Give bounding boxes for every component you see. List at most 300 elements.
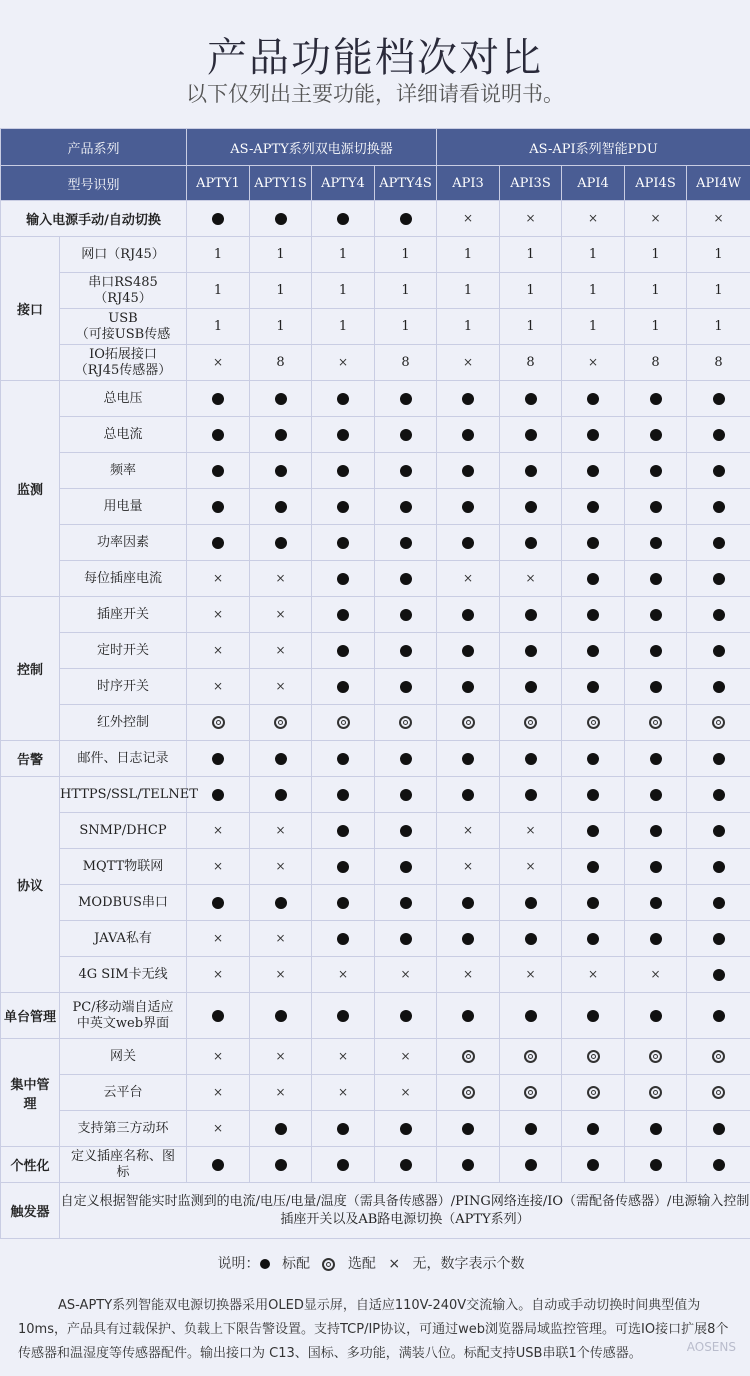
value-cell <box>687 921 750 957</box>
table-row <box>1 381 750 417</box>
header-row-models <box>1 166 750 201</box>
optional-ring-icon <box>212 716 225 729</box>
none-cross-icon: × <box>212 643 224 657</box>
feature-cell: MQTT物联网 <box>60 849 187 885</box>
standard-dot-icon <box>713 1010 725 1022</box>
standard-dot-icon <box>400 753 412 765</box>
table-row <box>1 777 750 813</box>
value-cell <box>375 525 437 561</box>
value-cell <box>437 381 500 417</box>
value-cell <box>437 633 500 669</box>
none-cross-icon: × <box>587 967 599 981</box>
standard-dot-icon <box>650 501 662 513</box>
standard-dot-icon <box>650 861 662 873</box>
none-cross-icon: × <box>212 967 224 981</box>
standard-dot-icon <box>650 465 662 477</box>
none-cross-icon: × <box>212 1085 224 1099</box>
table-row <box>1 669 750 705</box>
standard-dot-icon <box>713 861 725 873</box>
standard-dot-icon <box>650 897 662 909</box>
standard-dot-icon <box>587 897 599 909</box>
optional-ring-icon <box>462 1050 475 1063</box>
value-cell <box>500 201 562 237</box>
value-cell <box>562 633 625 669</box>
standard-dot-icon <box>337 681 349 693</box>
standard-dot-icon <box>337 753 349 765</box>
value-cell <box>562 1111 625 1147</box>
none-cross-icon: × <box>400 967 411 981</box>
value-cell <box>437 597 500 633</box>
standard-dot-icon <box>713 393 725 405</box>
value-cell <box>250 1111 312 1147</box>
value-cell <box>312 489 375 525</box>
standard-dot-icon <box>275 897 287 909</box>
value-cell <box>500 561 562 597</box>
value-cell <box>500 885 562 921</box>
standard-dot-icon <box>525 429 537 441</box>
none-cross-icon: × <box>212 679 224 693</box>
standard-dot-icon <box>337 213 349 225</box>
value-cell <box>562 921 625 957</box>
value-cell <box>437 669 500 705</box>
value-cell <box>687 777 750 813</box>
table-row <box>1 1111 750 1147</box>
value-cell <box>625 849 687 885</box>
value-cell <box>250 561 312 597</box>
value-cell <box>437 561 500 597</box>
table-row <box>1 849 750 885</box>
standard-dot-icon <box>650 645 662 657</box>
model-header-apty1s: APTY1S <box>250 166 312 201</box>
value-cell <box>187 201 250 237</box>
legend-none: 无，数字表示个数 <box>412 1256 525 1272</box>
optional-ring-icon <box>274 716 287 729</box>
value-cell: 8 <box>250 345 312 381</box>
value-cell <box>437 921 500 957</box>
value-cell <box>187 1039 250 1075</box>
value-cell <box>312 633 375 669</box>
value-cell <box>187 453 250 489</box>
standard-dot-icon <box>337 429 349 441</box>
standard-dot-icon <box>400 933 412 945</box>
table-row <box>1 273 750 309</box>
value-cell <box>187 705 250 741</box>
value-cell <box>687 705 750 741</box>
feature-cell: 频率 <box>60 453 187 489</box>
table-row <box>1 597 750 633</box>
value-cell <box>625 1147 687 1183</box>
feature-cell: 网口（RJ45） <box>60 237 187 273</box>
feature-cell: 每位插座电流 <box>60 561 187 597</box>
standard-dot-icon <box>713 753 725 765</box>
value-cell <box>437 957 500 993</box>
value-cell: 1 <box>312 273 375 309</box>
value-cell <box>500 381 562 417</box>
value-cell: 1 <box>687 237 750 273</box>
none-cross-icon: × <box>212 355 224 369</box>
standard-dot-icon <box>462 753 474 765</box>
none-cross-icon: × <box>462 355 474 369</box>
value-cell <box>375 813 437 849</box>
optional-ring-icon <box>649 1086 662 1099</box>
value-cell <box>375 453 437 489</box>
standard-dot-icon <box>260 1259 270 1269</box>
standard-dot-icon <box>713 609 725 621</box>
value-cell <box>500 525 562 561</box>
value-cell: 1 <box>375 309 437 345</box>
standard-dot-icon <box>337 825 349 837</box>
feature-cell: 云平台 <box>60 1075 187 1111</box>
standard-dot-icon <box>400 573 412 585</box>
value-cell <box>687 561 750 597</box>
standard-dot-icon <box>713 825 725 837</box>
value-cell <box>187 1111 250 1147</box>
none-cross-icon: × <box>275 1085 286 1099</box>
value-cell <box>687 885 750 921</box>
standard-dot-icon <box>275 1123 287 1135</box>
value-cell <box>187 489 250 525</box>
value-cell <box>625 1111 687 1147</box>
value-cell <box>562 1075 625 1111</box>
model-header-api3: API3 <box>437 166 500 201</box>
standard-dot-icon <box>337 609 349 621</box>
page-title: 产品功能档次对比 <box>207 35 543 81</box>
table-row <box>1 1039 750 1075</box>
value-cell <box>437 849 500 885</box>
value-cell <box>687 1039 750 1075</box>
product-note: AS-APTY系列智能双电源切换器采用OLED显示屏，自适应110V-240V交流输入。自动或手动切换时间典型值为10ms，产品具有过载保护、负载上下限告警设置。支持TCP/IP协议，可通过web浏览器局域监控管理。可选IO接口扩展8个传感器和温湿度等传感器配件。输出接口为 C13、国标、多功能，满装八位。标配支持USB串联1个传感器。 <box>18 1298 729 1361</box>
value-cell: 1 <box>437 273 500 309</box>
value-cell <box>562 885 625 921</box>
value-cell <box>625 489 687 525</box>
legend-prefix: 说明： <box>217 1256 260 1272</box>
standard-dot-icon <box>337 1159 349 1171</box>
standard-dot-icon <box>462 429 474 441</box>
standard-dot-icon <box>462 1010 474 1022</box>
value-cell <box>500 417 562 453</box>
value-cell <box>437 777 500 813</box>
none-cross-icon: × <box>275 1049 286 1063</box>
feature-cell: 邮件、日志记录 <box>60 741 187 777</box>
optional-ring-icon <box>337 716 350 729</box>
feature-cell: 输入电源手动/自动切换 <box>1 201 187 237</box>
standard-dot-icon <box>587 681 599 693</box>
value-cell <box>687 381 750 417</box>
header-row-series <box>1 129 750 166</box>
value-cell <box>687 669 750 705</box>
table-row <box>1 525 750 561</box>
value-cell <box>562 489 625 525</box>
value-cell <box>250 489 312 525</box>
value-cell <box>312 669 375 705</box>
table-row <box>1 417 750 453</box>
value-cell: 1 <box>187 273 250 309</box>
value-cell <box>312 1039 375 1075</box>
value-cell <box>187 741 250 777</box>
standard-dot-icon <box>525 1010 537 1022</box>
optional-ring-icon <box>524 1050 537 1063</box>
standard-dot-icon <box>713 933 725 945</box>
standard-dot-icon <box>587 1010 599 1022</box>
standard-dot-icon <box>713 429 725 441</box>
model-header-api4: API4 <box>562 166 625 201</box>
standard-dot-icon <box>650 1123 662 1135</box>
standard-dot-icon <box>400 1159 412 1171</box>
standard-dot-icon <box>587 429 599 441</box>
value-cell: 1 <box>312 309 375 345</box>
standard-dot-icon <box>462 789 474 801</box>
standard-dot-icon <box>400 1010 412 1022</box>
standard-dot-icon <box>400 681 412 693</box>
table-row <box>1 201 750 237</box>
standard-dot-icon <box>713 789 725 801</box>
standard-dot-icon <box>400 501 412 513</box>
value-cell <box>312 885 375 921</box>
feature-cell: HTTPS/SSL/TELNET <box>60 777 187 813</box>
optional-ring-icon <box>462 1086 475 1099</box>
value-cell <box>187 669 250 705</box>
legend-optional: 选配 <box>347 1256 376 1272</box>
standard-dot-icon <box>650 537 662 549</box>
value-cell <box>375 777 437 813</box>
value-cell: 1 <box>250 237 312 273</box>
value-cell <box>187 597 250 633</box>
table-row <box>1 633 750 669</box>
value-cell <box>687 525 750 561</box>
value-cell: 1 <box>625 309 687 345</box>
value-cell <box>250 453 312 489</box>
standard-dot-icon <box>400 537 412 549</box>
none-cross-icon: × <box>525 859 536 873</box>
value-cell <box>187 993 250 1039</box>
none-cross-icon: × <box>212 859 224 873</box>
standard-dot-icon <box>337 897 349 909</box>
value-cell <box>500 1039 562 1075</box>
standard-dot-icon <box>650 1159 662 1171</box>
value-cell <box>562 813 625 849</box>
value-cell <box>562 1039 625 1075</box>
value-cell <box>625 669 687 705</box>
optional-ring-icon <box>587 716 600 729</box>
table-row <box>1 453 750 489</box>
standard-dot-icon <box>587 753 599 765</box>
standard-dot-icon <box>275 429 287 441</box>
value-cell <box>250 849 312 885</box>
value-cell <box>687 993 750 1039</box>
standard-dot-icon <box>462 501 474 513</box>
standard-dot-icon <box>587 1123 599 1135</box>
none-cross-icon: × <box>275 859 286 873</box>
value-cell <box>625 381 687 417</box>
none-cross-icon: × <box>400 1049 411 1063</box>
value-cell <box>687 201 750 237</box>
standard-dot-icon <box>337 1123 349 1135</box>
standard-dot-icon <box>212 1010 224 1022</box>
value-cell <box>187 417 250 453</box>
feature-cell: 定时开关 <box>60 633 187 669</box>
standard-dot-icon <box>587 537 599 549</box>
value-cell: 1 <box>500 309 562 345</box>
standard-dot-icon <box>525 645 537 657</box>
value-cell <box>625 201 687 237</box>
value-cell: 1 <box>437 309 500 345</box>
value-cell <box>187 561 250 597</box>
none-cross-icon: × <box>275 643 286 657</box>
standard-dot-icon <box>400 609 412 621</box>
value-cell <box>687 453 750 489</box>
value-cell <box>375 705 437 741</box>
value-cell <box>562 1147 625 1183</box>
value-cell <box>312 849 375 885</box>
none-cross-icon: × <box>388 1256 401 1272</box>
value-cell <box>250 525 312 561</box>
standard-dot-icon <box>650 429 662 441</box>
value-cell <box>375 885 437 921</box>
watermark: AOSENS <box>686 1340 736 1354</box>
none-cross-icon: × <box>212 931 224 945</box>
none-cross-icon: × <box>212 1121 224 1135</box>
none-cross-icon: × <box>275 571 286 585</box>
standard-dot-icon <box>525 897 537 909</box>
value-cell <box>375 489 437 525</box>
value-cell: 1 <box>250 309 312 345</box>
value-cell <box>312 957 375 993</box>
standard-dot-icon <box>212 465 224 477</box>
page-subtitle: 以下仅列出主要功能，详细请看说明书。 <box>186 82 564 106</box>
value-cell <box>375 561 437 597</box>
standard-dot-icon <box>650 393 662 405</box>
value-cell <box>437 813 500 849</box>
legend <box>0 1253 750 1273</box>
optional-ring-icon <box>524 1086 537 1099</box>
optional-ring-icon <box>712 716 725 729</box>
value-cell <box>687 417 750 453</box>
value-cell <box>250 705 312 741</box>
value-cell <box>500 597 562 633</box>
feature-cell: 网关 <box>60 1039 187 1075</box>
value-cell: 8 <box>625 345 687 381</box>
model-header-api4s: API4S <box>625 166 687 201</box>
standard-dot-icon <box>337 537 349 549</box>
standard-dot-icon <box>400 393 412 405</box>
feature-cell: 串口RS485 （RJ45） <box>60 273 187 309</box>
feature-cell: SNMP/DHCP <box>60 813 187 849</box>
none-cross-icon: × <box>462 211 474 225</box>
standard-dot-icon <box>212 537 224 549</box>
value-cell <box>312 1147 375 1183</box>
value-cell <box>312 345 375 381</box>
standard-dot-icon <box>400 1123 412 1135</box>
standard-dot-icon <box>212 393 224 405</box>
value-cell <box>500 1111 562 1147</box>
none-cross-icon: × <box>275 931 286 945</box>
value-cell <box>625 1039 687 1075</box>
value-cell: 1 <box>437 237 500 273</box>
standard-dot-icon <box>462 681 474 693</box>
feature-cell: 红外控制 <box>60 705 187 741</box>
table-row <box>1 741 750 777</box>
standard-dot-icon <box>275 393 287 405</box>
standard-dot-icon <box>400 645 412 657</box>
none-cross-icon: × <box>525 823 536 837</box>
none-cross-icon: × <box>337 355 349 369</box>
none-cross-icon: × <box>525 967 536 981</box>
feature-cell: MODBUS串口 <box>60 885 187 921</box>
none-cross-icon: × <box>713 211 724 225</box>
value-cell <box>375 993 437 1039</box>
table-row <box>1 1075 750 1111</box>
table-row <box>1 921 750 957</box>
standard-dot-icon <box>400 825 412 837</box>
value-cell <box>625 1075 687 1111</box>
value-cell <box>437 1147 500 1183</box>
value-cell <box>562 849 625 885</box>
value-cell <box>687 849 750 885</box>
none-cross-icon: × <box>462 571 474 585</box>
feature-cell: 总电压 <box>60 381 187 417</box>
value-cell: 1 <box>375 273 437 309</box>
standard-dot-icon <box>212 897 224 909</box>
standard-dot-icon <box>462 537 474 549</box>
value-cell <box>187 1075 250 1111</box>
standard-dot-icon <box>462 609 474 621</box>
value-cell <box>312 381 375 417</box>
optional-ring-icon <box>712 1086 725 1099</box>
feature-cell: 支持第三方动环 <box>60 1111 187 1147</box>
standard-dot-icon <box>587 393 599 405</box>
standard-dot-icon <box>650 1010 662 1022</box>
value-cell <box>500 633 562 669</box>
value-cell <box>625 597 687 633</box>
value-cell <box>250 813 312 849</box>
standard-dot-icon <box>275 1010 287 1022</box>
value-cell <box>562 561 625 597</box>
value-cell <box>250 777 312 813</box>
value-cell <box>375 1075 437 1111</box>
value-cell <box>687 633 750 669</box>
model-header-apty4s: APTY4S <box>375 166 437 201</box>
none-cross-icon: × <box>275 967 286 981</box>
standard-dot-icon <box>713 1123 725 1135</box>
standard-dot-icon <box>462 897 474 909</box>
standard-dot-icon <box>400 897 412 909</box>
standard-dot-icon <box>212 213 224 225</box>
standard-dot-icon <box>525 393 537 405</box>
standard-dot-icon <box>525 1159 537 1171</box>
value-cell: 1 <box>187 237 250 273</box>
standard-dot-icon <box>587 789 599 801</box>
standard-dot-icon <box>400 789 412 801</box>
standard-dot-icon <box>650 789 662 801</box>
value-cell: 1 <box>562 309 625 345</box>
value-cell <box>625 417 687 453</box>
value-cell <box>187 525 250 561</box>
group2-header: AS-API系列智能PDU <box>437 129 750 166</box>
value-cell: 1 <box>625 273 687 309</box>
standard-dot-icon <box>650 825 662 837</box>
standard-dot-icon <box>525 933 537 945</box>
value-cell <box>562 597 625 633</box>
category-cell: 协议 <box>1 777 60 993</box>
value-cell <box>312 777 375 813</box>
value-cell <box>437 993 500 1039</box>
trigger-text: 自定义根据智能实时监测到的电流/电压/电量/温度（需具备传感器）/PING网络连接/IO（需配备传感器）/电源输入控制插座开关以及AB路电源切换（APTY系列） <box>60 1183 750 1239</box>
standard-dot-icon <box>587 645 599 657</box>
value-cell <box>187 345 250 381</box>
standard-dot-icon <box>525 681 537 693</box>
category-cell: 单台管理 <box>1 993 60 1039</box>
value-cell <box>187 633 250 669</box>
